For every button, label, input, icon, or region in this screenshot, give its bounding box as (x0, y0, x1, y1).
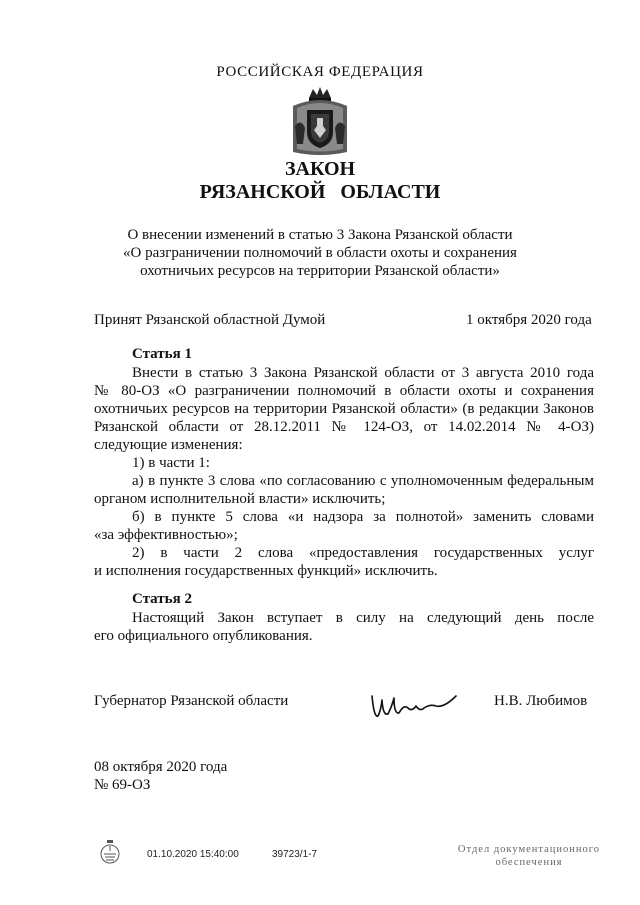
article-2-heading: Статья 2 (132, 591, 192, 607)
article-1-line: Рязанской области от 28.12.2011 № 124-ОЗ, от 14.02.2014 № 4-ОЗ) (94, 419, 594, 435)
adopted-by: Принят Рязанской областной Думой (94, 312, 326, 328)
subject-line: охотничьих ресурсов на территории Рязанской области» (140, 263, 500, 279)
signatory-name: Н.В. Любимов (494, 693, 588, 709)
article-1-heading: Статья 1 (132, 346, 192, 362)
article-1-line: б) в пункте 5 слова «и надзора за полнотой» заменить словами (132, 509, 594, 525)
issue-date: 08 октября 2020 года (94, 759, 228, 775)
article-1-line: «за эффективностью»; (94, 527, 238, 543)
article-1-line: охотничьих ресурсов на территории Рязанской области» (в редакции Законов (94, 401, 594, 417)
article-1-line: 2) в части 2 слова «предоставления государственных услуг (132, 545, 594, 561)
duma-stamp-icon (99, 838, 121, 868)
subject-line: «О разграничении полномочий в области охоты и сохранения (123, 245, 517, 261)
law-title-line2: РЯЗАНСКОЙ ОБЛАСТИ (199, 181, 441, 203)
law-subject (60, 226, 580, 280)
article-1-line: а) в пункте 3 слова «по согласованию с уполномоченным федеральным (132, 473, 594, 489)
article-1-line: и исполнения государственных функций» исключить. (94, 563, 438, 579)
department-stamp (444, 843, 614, 869)
article-1-line: 1) в части 1: (132, 455, 210, 471)
adopted-date: 1 октября 2020 года (466, 312, 592, 328)
department-line: Отдел документационного (457, 844, 601, 855)
law-title (0, 158, 640, 204)
article-1-line: следующие изменения: (94, 437, 243, 453)
law-title-line1: ЗАКОН (284, 158, 356, 180)
article-1-line: № 80-ОЗ «О разграничении полномочий в области охоты и сохранения (94, 383, 594, 399)
handwritten-signature-icon (368, 688, 460, 724)
federation-heading: РОССИЙСКАЯ ФЕДЕРАЦИЯ (216, 64, 424, 80)
registration-timestamp: 01.10.2020 15:40:00 (147, 849, 239, 860)
article-1-line: органом исполнительной власти» исключить; (94, 491, 386, 507)
department-line: обеспечения (495, 857, 563, 868)
coat-of-arms-icon (287, 86, 353, 158)
article-2-line: Настоящий Закон вступает в силу на следующий день после (132, 610, 594, 626)
signatory-position: Губернатор Рязанской области (94, 693, 289, 709)
article-1-line: Внести в статью 3 Закона Рязанской области от 3 августа 2010 года (132, 365, 594, 381)
law-number: № 69-ОЗ (94, 777, 151, 793)
subject-line: О внесении изменений в статью 3 Закона Рязанской области (127, 227, 513, 243)
registration-number: 39723/1-7 (272, 849, 318, 860)
article-2-line: его официального опубликования. (94, 628, 313, 644)
